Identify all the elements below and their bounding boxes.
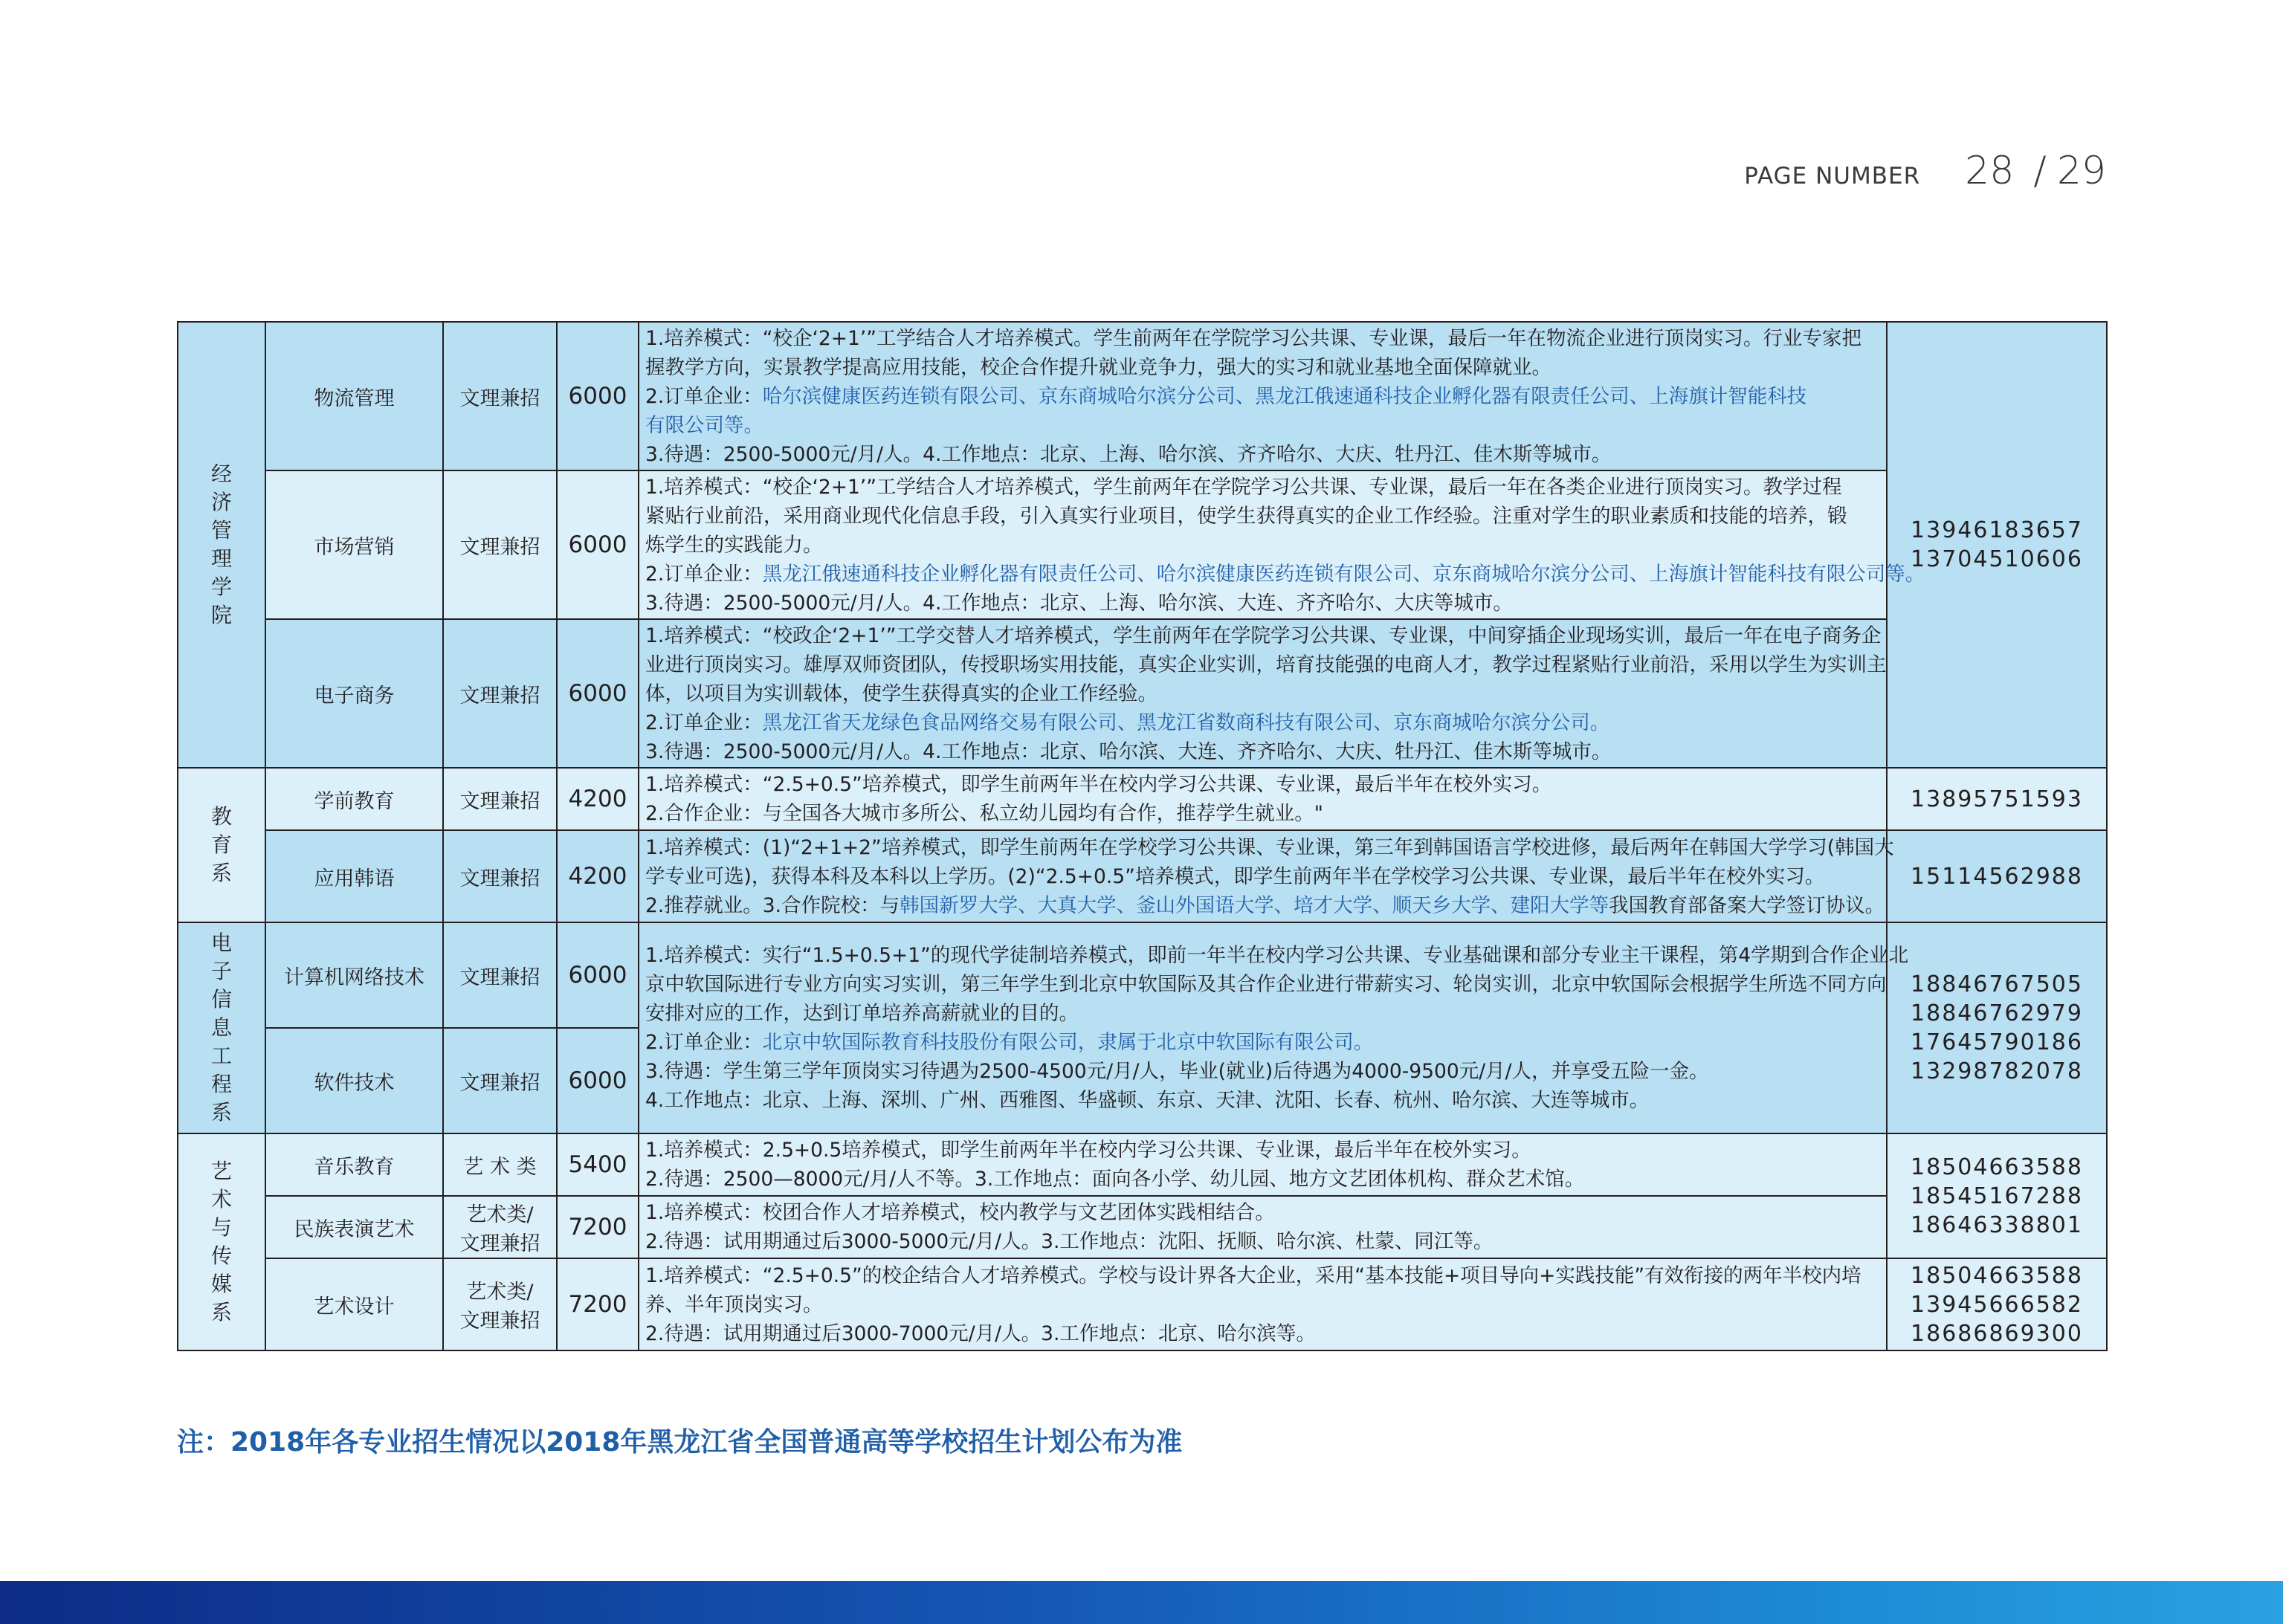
phone-cell: 18504663588 18545167288 18646338801 — [1887, 1133, 2107, 1258]
enroll-type-cell: 艺术类/ 文理兼招 — [443, 1196, 557, 1258]
tuition-cell: 4200 — [557, 768, 639, 830]
order-company-link: 黑龙江俄速通科技企业孵化器有限责任公司、哈尔滨健康医药连锁有限公司、京东商城哈尔滨分公司、上海旗计智能科技有限公司等。 — [762, 562, 1925, 586]
tuition-cell: 7200 — [557, 1258, 639, 1350]
table-row — [178, 768, 2107, 830]
major-cell: 电子商务 — [265, 619, 443, 768]
partner-university-link: 韩国新罗大学、大真大学、釜山外国语大学、培才大学、顺天乡大学、建阳大学等 — [900, 893, 1609, 917]
page-number-separator: / — [2033, 149, 2047, 193]
description-cell: 1.培养模式：“2.5+0.5”培养模式，即学生前两年半在校内学习公共课、专业课，最后半年在校外实习。 2.合作企业：与全国各大城市多所公、私立幼儿园均有合作，推荐学生就业。" — [639, 768, 1887, 830]
phone-cell: 13946183657 13704510606 — [1887, 322, 2107, 768]
tuition-cell: 6000 — [557, 619, 639, 768]
major-cell: 艺术设计 — [265, 1258, 443, 1350]
major-cell: 计算机网络技术 — [265, 922, 443, 1028]
table-row — [178, 619, 2107, 768]
description-cell: 1.培养模式：“2.5+0.5”的校企结合人才培养模式。学校与设计界各大企业，采用“基本技能+项目导向+实践技能”有效衔接的两年半校内培 养、半年顶岗实习。 2.待遇：试用期通过后3000-7000元/月/人。3.工作地点：北京、哈尔滨等。 — [639, 1258, 1887, 1350]
phone-cell: 15114562988 — [1887, 830, 2107, 922]
description-cell: 1.培养模式：“校企‘2+1’”工学结合人才培养模式，学生前两年在学院学习公共课、专业课，最后一年在各类企业进行顶岗实习。教学过程 紧贴行业前沿，采用商业现代化信息手段，引入真实行业项目，使学生获得真实的企业工作经验。注重对学生的职业素质和技能的培养，锻 炼学生的实践能力。 2.订单企业：黑龙江俄速通科技企业孵化器有限责任公司、哈尔滨健康医药连锁有限公司、京东商城哈尔滨分公司、上海旗计智能科技有限公司等。 3.待遇：2500-5000元/月/人。4.工作地点：北京、上海、哈尔滨、大连、齐齐哈尔、大庆等城市。 — [639, 470, 1887, 619]
enroll-type-cell: 文理兼招 — [443, 470, 557, 619]
tuition-cell: 6000 — [557, 922, 639, 1028]
enroll-type-cell: 文理兼招 — [443, 322, 557, 470]
tuition-cell: 5400 — [557, 1133, 639, 1196]
phone-cell: 13895751593 — [1887, 768, 2107, 830]
enrollment-note: 注：2018年各专业招生情况以2018年黑龙江省全国普通高等学校招生计划公布为准 — [177, 1427, 1183, 1458]
table-row — [178, 1196, 2107, 1258]
table-row — [178, 470, 2107, 619]
footer-bar — [0, 1581, 2283, 1624]
college-cell: 电 子 信 息 工 程 系 — [178, 922, 265, 1133]
total-page-number: 29 — [2056, 149, 2106, 193]
enroll-type-cell: 文理兼招 — [443, 768, 557, 830]
description-cell: 1.培养模式：“校政企‘2+1’”工学交替人才培养模式，学生前两年在学院学习公共课、专业课，中间穿插企业现场实训，最后一年在电子商务企 业进行顶岗实习。雄厚双师资团队，传授职场实用技能，真实企业实训，培育技能强的电商人才，教学过程紧贴行业前沿，采用以学生为实训主 体，以项目为实训载体，使学生获得真实的企业工作经验。 2.订单企业：黑龙江省天龙绿色食品网络交易有限公司、黑龙江省数商科技有限公司、京东商城哈尔滨分公司。 3.待遇：2500-5000元/月/人。4.工作地点：北京、哈尔滨、大连、齐齐哈尔、大庆、牡丹江、佳木斯等城市。 — [639, 619, 1887, 768]
current-page-number: 28 — [1965, 149, 2015, 193]
table-row — [178, 1258, 2107, 1350]
tuition-cell: 6000 — [557, 1028, 639, 1133]
description-cell: 1.培养模式：(1)“2+1+2”培养模式，即学生前两年在学校学习公共课、专业课，第三年到韩国语言学校进修，最后两年在韩国大学学习(韩国大 学专业可选)，获得本科及本科以上学历。(2)“2.5+0.5”培养模式，即学生前两年半在学校学习公共课、专业课，最后半年在校外实习。 2.推荐就业。3.合作院校：与韩国新罗大学、大真大学、釜山外国语大学、培才大学、顺天乡大学、建阳大学等我国教育部备案大学签订协议。 — [639, 830, 1887, 922]
table-row — [178, 322, 2107, 470]
enrollment-table — [177, 321, 2108, 1351]
major-cell: 物流管理 — [265, 322, 443, 470]
major-cell: 民族表演艺术 — [265, 1196, 443, 1258]
tuition-cell: 6000 — [557, 470, 639, 619]
college-cell: 经 济 管 理 学 院 — [178, 322, 265, 768]
tuition-cell: 7200 — [557, 1196, 639, 1258]
table-row — [178, 830, 2107, 922]
college-cell: 艺 术 与 传 媒 系 — [178, 1133, 265, 1350]
enroll-type-cell: 文理兼招 — [443, 830, 557, 922]
order-company-link: 北京中软国际教育科技股份有限公司，隶属于北京中软国际有限公司。 — [762, 1031, 1374, 1054]
enroll-type-cell: 文理兼招 — [443, 922, 557, 1028]
major-cell: 学前教育 — [265, 768, 443, 830]
description-cell: 1.培养模式：校团合作人才培养模式，校内教学与文艺团体实践相结合。 2.待遇：试用期通过后3000-5000元/月/人。3.工作地点：沈阳、抚顺、哈尔滨、杜蒙、同江等。 — [639, 1196, 1887, 1258]
page-number-header — [1744, 149, 2106, 193]
description-cell: 1.培养模式：“校企‘2+1’”工学结合人才培养模式。学生前两年在学院学习公共课、专业课，最后一年在物流企业进行顶岗实习。行业专家把 握教学方向，实景教学提高应用技能，校企合作提升就业竞争力，强大的实习和就业基地全面保障就业。 2.订单企业：哈尔滨健康医药连锁有限公司、京东商城哈尔滨分公司、黑龙江俄速通科技企业孵化器有限责任公司、上海旗计智能科技 有限公司等。 3.待遇：2500-5000元/月/人。4.工作地点：北京、上海、哈尔滨、齐齐哈尔、大庆、牡丹江、佳木斯等城市。 — [639, 322, 1887, 470]
enroll-type-cell: 艺 术 类 — [443, 1133, 557, 1196]
major-cell: 市场营销 — [265, 470, 443, 619]
major-cell: 音乐教育 — [265, 1133, 443, 1196]
tuition-cell: 6000 — [557, 322, 639, 470]
order-company-link: 黑龙江省天龙绿色食品网络交易有限公司、黑龙江省数商科技有限公司、京东商城哈尔滨分公司。 — [762, 711, 1610, 734]
table-row — [178, 922, 2107, 1028]
phone-cell: 18504663588 13945666582 18686869300 — [1887, 1258, 2107, 1350]
major-cell: 应用韩语 — [265, 830, 443, 922]
tuition-cell: 4200 — [557, 830, 639, 922]
order-company-link: 哈尔滨健康医药连锁有限公司、京东商城哈尔滨分公司、黑龙江俄速通科技企业孵化器有限责任公司、上海旗计智能科技 — [762, 384, 1807, 408]
table-row — [178, 1133, 2107, 1196]
major-cell: 软件技术 — [265, 1028, 443, 1133]
page-number-label: PAGE NUMBER — [1744, 163, 1921, 190]
description-cell: 1.培养模式：2.5+0.5培养模式，即学生前两年半在校内学习公共课、专业课，最后半年在校外实习。 2.待遇：2500—8000元/月/人不等。3.工作地点：面向各小学、幼儿园、地方文艺团体机构、群众艺术馆。 — [639, 1133, 1887, 1196]
enroll-type-cell: 文理兼招 — [443, 1028, 557, 1133]
phone-cell: 18846767505 18846762979 17645790186 13298782078 — [1887, 922, 2107, 1133]
enroll-type-cell: 文理兼招 — [443, 619, 557, 768]
description-cell: 1.培养模式：实行“1.5+0.5+1”的现代学徒制培养模式，即前一年半在校内学习公共课、专业基础课和部分专业主干课程，第4学期到合作企业北 京中软国际进行专业方向实习实训，第三年学生到北京中软国际及其合作企业进行带薪实习、轮岗实训，北京中软国际会根据学生所选不同方向 安排对应的工作，达到订单培养高薪就业的目的。 2.订单企业：北京中软国际教育科技股份有限公司，隶属于北京中软国际有限公司。 3.待遇：学生第三学年顶岗实习待遇为2500-4500元/月/人，毕业(就业)后待遇为4000-9500元/月/人，并享受五险一金。 4.工作地点：北京、上海、深圳、广州、西雅图、华盛顿、东京、天津、沈阳、长春、杭州、哈尔滨、大连等城市。 — [639, 922, 1887, 1133]
enroll-type-cell: 艺术类/ 文理兼招 — [443, 1258, 557, 1350]
college-cell: 教 育 系 — [178, 768, 265, 922]
